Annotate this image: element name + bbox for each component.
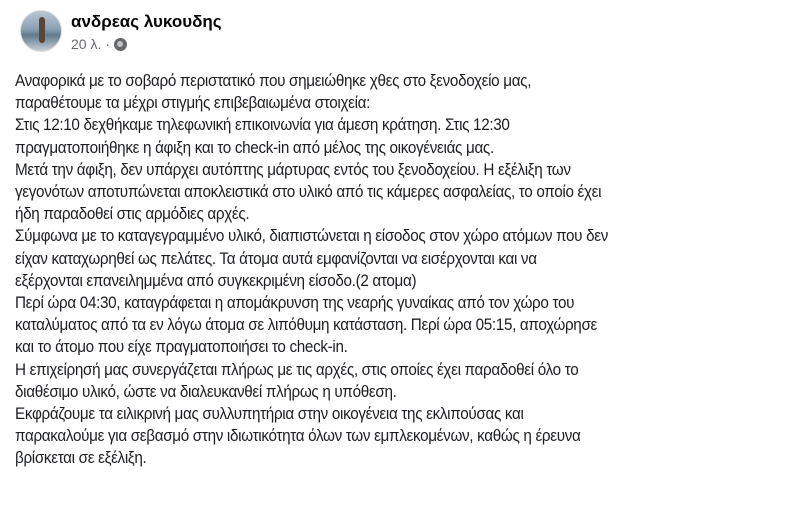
post-text-line: Σύμφωνα με το καταγεγραμμένο υλικό, διαπιστώνεται η είσοδος στον χώρο ατόμων που δεν: [15, 227, 609, 246]
avatar-figure: [39, 17, 45, 43]
post-timestamp[interactable]: 20 λ.: [71, 36, 102, 52]
post-text-line: πραγματοποιήθηκε η άφιξη και το check-in από μέλος της οικογένειάς μας.: [15, 138, 494, 157]
globe-icon[interactable]: [114, 38, 127, 51]
post-text-line: βρίσκεται σε εξέλιξη.: [15, 449, 147, 468]
post-text-line: παρακαλούμε για σεβασμό στην ιδιωτικότητα όλων των εμπλεκομένων, καθώς η έρευνα: [15, 427, 581, 446]
post-text-line: εξέρχονται επανειλημμένα από συγκεκριμένη είσοδο.(2 ατομα): [15, 271, 417, 290]
post-text-line: Η επιχείρησή μας συνεργάζεται πλήρως με τις αρχές, στις οποίες έχει παραδοθεί όλο το: [15, 360, 579, 379]
post-text-line: γεγονότων αποτυπώνεται αποκλειστικά στο υλικό από τις κάμερες ασφαλείας, το οποίο έχει: [15, 183, 602, 202]
author-name[interactable]: ανδρεας λυκουδης: [71, 12, 222, 31]
post-text-line: είχαν καταχωρηθεί ως πελάτες. Τα άτομα αυτά εμφανίζονται να εισέρχονται και να: [15, 249, 537, 268]
author-avatar[interactable]: [20, 10, 62, 52]
post-meta: [71, 36, 127, 52]
post-text-line: Εκφράζουμε τα ειλικρινή μας συλλυπητήρια στην οικογένεια της εκλιπούσας και: [15, 405, 524, 424]
post-text-line: ήδη παραδοθεί στις αρμόδιες αρχές.: [15, 205, 250, 224]
post-text-line: διαθέσιμο υλικό, ώστε να διαλευκανθεί πλήρως η υπόθεση.: [15, 382, 397, 401]
post-text-line: και το άτομο που είχε πραγματοποιήσει το check-in.: [15, 338, 348, 357]
post-text-line: Στις 12:10 δεχθήκαμε τηλεφωνική επικοινωνία για άμεση κράτηση. Στις 12:30: [15, 116, 510, 135]
post-text-line: καταλύματος από τα εν λόγω άτομα σε λιπόθυμη κατάσταση. Περί ώρα 05:15, αποχώρησε: [15, 316, 598, 335]
post-text-line: παραθέτουμε τα μέχρι στιγμής επιβεβαιωμένα στοιχεία:: [15, 94, 371, 113]
post-text-line: Περί ώρα 04:30, καταγράφεται η απομάκρυνση της νεαρής γυναίκας από τον χώρο του: [15, 294, 575, 313]
meta-separator: ·: [105, 36, 111, 52]
post-text-line: Αναφορικά με το σοβαρό περιστατικό που σημειώθηκε χθες στο ξενοδοχείο μας,: [15, 72, 532, 90]
post-text: [15, 70, 608, 470]
post-text-line: Μετά την άφιξη, δεν υπάρχει αυτόπτης μάρτυρας εντός του ξενοδοχείου. Η εξέλιξη των: [15, 160, 571, 179]
